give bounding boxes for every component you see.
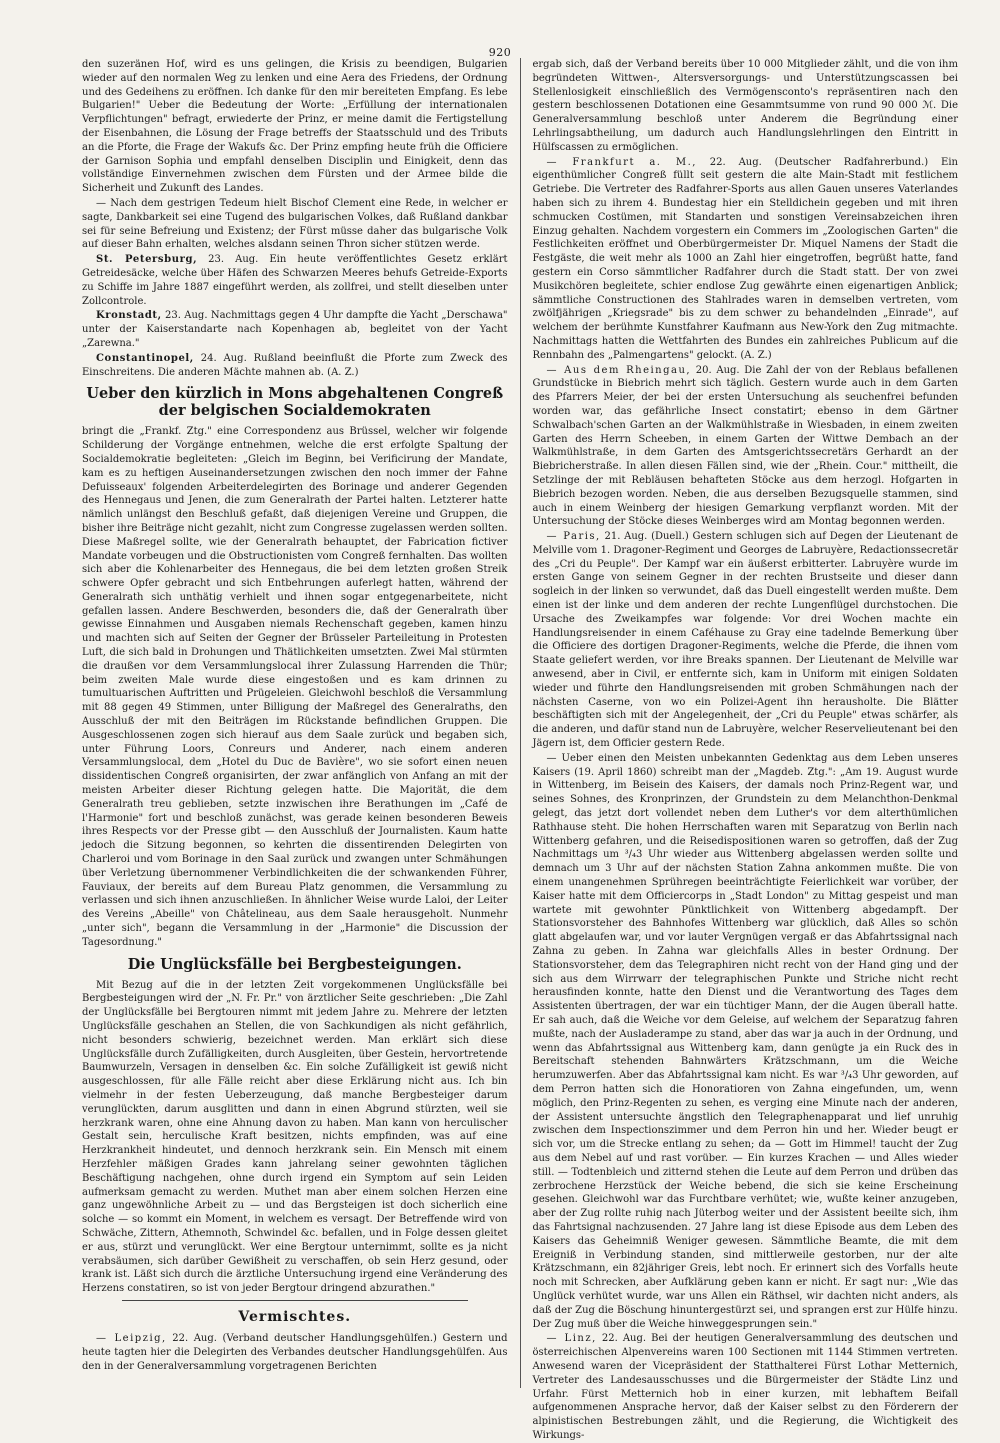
article-paragraph: — Nach dem gestrigen Tedeum hielt Bischof Clement eine Rede, in welcher er sagte, Dankbarkeit sei eine Tugend des bulgarischen Volkes, daß Rußland dankbar sei für seine Befreiung und Existenz; der Fürst müsse daher das bulgarische Volk auf dieser Bahn erhalten, welches alsdann seinen Thron sicher stützen werde. bbox=[82, 197, 508, 251]
section-heading: Vermischtes. bbox=[238, 1308, 352, 1325]
dateline-place: St. Petersburg, bbox=[96, 254, 198, 266]
dateline-text: 21. Aug. (Duell.) Gestern schlugen sich auf Degen der Lieutenant de Melville vom 1. Dragoner-Regiment und Georges de Labruyère, Redactionssecretär des „Cri du Peuple". Der Kampf war ein äußerst erbitterter. Labruyère wurde im ersten Gange von seinem Gegner in der rechten Brustseite und dieser dann sogleich in der linken so verwundet, daß das Duell eingestellt werden mußte. Dem einen ist der linke und dem anderen der rechte Lungenflügel durchstochen. Die Ursache des Zweikampfes war folgende: Vor drei Wochen machte ein Handlungsreisender in einem Caféhause zu Gray eine tadelnde Bemerkung über die Officiere des dortigen Dragoner-Regiments, welche die Pferde, die ihnen vom Staate geliefert werden, vor ihre Breaks spannen. Der Lieutenant de Melville war anwesend, aber in Civil, er entfernte sich, kam in Uniform mit einigen Soldaten wieder und führte den Handlungsreisenden mit groben Schmähungen nach der nächsten Caserne, von wo ein Polizei-Agent ihn herausholte. Die Blätter beschäftigten sich mit der Angelegenheit, der „Cri du Peuple" etwas schärfer, als die anderen, und dafür stand nun de Labruyère, welcher Reservelieutenant bei den Jägern ist, dem Officier gestern Rede. bbox=[532, 531, 958, 750]
dateline-text: 22. Aug. Bei der heutigen Generalversammlung des deutschen und österreichischen Alpenvereins waren 100 Sectionen mit 1144 Stimmen vertreten. Anwesend waren der Vicepräsident der Statthalterei Fürst Lothar Metternich, Vertreter des Landesausschusses und die Bürgermeister der Städte Linz und Urfahr. Fürst Metternich hob in einer kurzen, mit lebhaftem Beifall aufgenommenen Ansprache hervor, daß der Kaiser selbst zu den Förderern der alpinistischen Bestrebungen zählt, und die Regierung, die Wichtigkeit des Wirkungs- bbox=[532, 1333, 958, 1441]
dateline-text: 24. Aug. Rußland beeinflußt die Pforte zum Zweck des Einschreitens. Die anderen Mächte mahnen ab. (A. Z.) bbox=[82, 352, 508, 378]
right-column bbox=[532, 58, 958, 1441]
left-column bbox=[82, 58, 508, 1388]
columns bbox=[82, 58, 958, 1441]
article-paragraph: ergab sich, daß der Verband bereits über 10 000 Mitglieder zählt, und die von ihm begründeten Wittwen-, Altersversorgungs- und Unterstützungscassen bei Stellenlosigkeit einschließlich des Vermögensconto's repräsentiren nach den gestern beschlossenen Dotationen eine Gesammtsumme von rund 90 000 ℳ. Die Generalversammlung beschloß unter Anderem die Begründung einer Lehrlingsabtheilung, um dadurch auch Handlungslehrlingen den Eintritt in Hülfscassen zu ermöglichen. bbox=[532, 59, 958, 153]
column-rule bbox=[520, 58, 521, 1388]
page-number: 920 bbox=[488, 46, 512, 59]
section-divider bbox=[122, 1300, 468, 1301]
article-heading: Die Unglücksfälle bei Bergbesteigungen. bbox=[127, 955, 462, 973]
dateline-paragraph bbox=[532, 364, 958, 530]
dateline-text: 22. Aug. (Verband deutscher Handlungsgehülfen.) Gestern und heute tagten hier die Delegirten des Verbandes deutscher Handlungsgehülfen. Aus den in der Generalversammlung vorgetragenen Berichten bbox=[82, 1332, 508, 1372]
dateline-paragraph bbox=[82, 253, 508, 308]
article-paragraph: bringt die „Frankf. Ztg." eine Correspondenz aus Brüssel, welcher wir folgende Schilderung der Vorgänge entnehmen, welche die erst erfolgte Spaltung der Socialdemokratie begleiteten: „Gleich im Beginn, bei Verificirung der Mandate, kam es zu heftigen Auseinandersetzungen zwischen den noch immer der Fahne Defuisseaux' folgenden Arbeiterdelegirten des Borinage und anderer Gegenden des Hennegaus und Jenen, die zum Generalrath der Partei halten. Letzterer hatte nämlich unlängst den Beschluß gefaßt, daß diejenigen Vereine und Gruppen, die bisher ihre Beiträge nicht gezahlt, nicht zum Congresse zugelassen werden sollten. Diese Maßregel sollte, wie der Generalrath behauptet, der Fabrication fictiver Mandate vorbeugen und die Obstructionisten vom Congreß fernhalten. Das wollten sich aber die Kohlenarbeiter des Hennegaus, die bei dem letzten großen Streik schwere Opfer gebracht und sich Entbehrungen auferlegt hatten, während der Generalrath sich unthätig verhielt und ihnen sogar entgegenarbeitete, nicht gefallen lassen. Andere Beschwerden, besonders die, daß der Generalrath über gewisse Einnahmen und Ausgaben niemals Rechenschaft gegeben, kamen hinzu und machten sich auf Seiten der Gegner der Brüsseler Parteileitung in Protesten Luft, die sich bald in Drohungen und Thätlichkeiten umsetzten. Zwei Mal stürmten die draußen vor dem Versammlungslocal ihrer Zulassung Harrenden die Thür; beim zweiten Male wurde diese eingestoßen und es kam drinnen zu tumultuarischen Auftritten und Prügeleien. Gleichwohl beschloß die Versammlung mit 88 gegen 49 Stimmen, unter Billigung der Maßregel des Generalraths, den Ausschluß der mit den Beiträgen im Rückstande befindlichen Gruppen. Die Ausgeschlossenen zogen sich hierauf aus dem Saale zurück und begaben sich, unter Führung Loors, Conreurs und Anderer, nach einem anderen Versammlungslocal, dem „Hotel du Duc de Bavière", wo sie sofort einen neuen dissidentischen Congreß organisirten, der zwar anfänglich von Anfang an mit der meisten Arbeiter dieser Richtung gelegen hatte. Die Majorität, die dem Generalrath treu geblieben, setzte inzwischen ihre Berathungen im „Café de l'Harmonie" fort und beschloß zunächst, was gerade keinen besonderen Beweis ihres Respects vor der Presse gibt — den Ausschluß der Journalisten. Kaum hatte jedoch die Sitzung begonnen, so kehrten die dissentirenden Delegirten von Charleroi und vom Borinage in den Saal zurück und zwangen unter Schmähungen über Verletzung übernommener Verbindlichkeiten die der schwankenden Führer, Fauviaux, der bereits auf dem Bureau Platz genommen, die Versammlung zu verlassen und sich ihnen anzuschließen. In ähnlicher Weise wurde Laloi, der Leiter des Vereins „Abeille" von Châtelineau, aus dem Saale herausgeholt. Nunmehr „unter sich", begann die Versammlung in der „Harmonie" die Discussion der Tagesordnung." bbox=[82, 426, 508, 948]
dateline-place: Kronstadt, bbox=[96, 310, 162, 322]
dateline-place: — Paris, bbox=[546, 531, 601, 543]
dateline-place: — Aus dem Rheingau, bbox=[546, 364, 692, 376]
dateline-paragraph bbox=[532, 156, 958, 363]
article-heading: Ueber den kürzlich in Mons abgehaltenen Congreß der belgischen Socialdemokraten bbox=[86, 385, 504, 420]
article-paragraph: Mit Bezug auf die in der letzten Zeit vorgekommenen Unglücksfälle bei Bergbesteigungen wird der „N. Fr. Pr." von ärztlicher Seite geschrieben: „Die Zahl der Unglücksfälle bei Bergtouren nimmt mit jedem Jahre zu. Mehrere der letzten Unglücksfälle geschahen an Stellen, die von Sachkundigen als nicht gefährlich, nicht besonders schwierig, bezeichnet werden. Man erklärt sich diese Unglücksfälle durch Zufälligkeiten, durch Ausgleiten, über Gestein, hervortretende Baumwurzeln, Versagen in denselben &c. Ein solche Zufälligkeit ist gewiß nicht ausgeschlossen, für alle Fälle reicht aber diese Erklärung nicht aus. Ich bin vielmehr in der festen Ueberzeugung, daß manche Bergbesteiger darum verunglückten, darum ausglitten und dann in einen Abgrund stürzten, weil sie herzkrank waren, ohne eine Ahnung davon zu haben. Man kann von herculischer Gestalt sein, herculische Kraft besitzen, nichts empfinden, was auf eine Herzkrankheit hindeutet, und dennoch herzkrank sein. Ein Mensch mit einem Herzfehler mäßigen Grades kann jahrelang seiner gewohnten täglichen Beschäftigung nachgehen, ohne durch irgend ein Symptom auf sein Leiden aufmerksam gemacht zu werden. Muthet man aber einem solchen Herzen eine ganz ungewöhnliche Arbeit zu — und das Bergsteigen ist doch sicherlich eine solche — so kommt ein Moment, in welchem es versagt. Der Betreffende wird von Schwäche, Zittern, Athemnoth, Schwindel &c. befallen, und in Folge dessen gleitet er aus, stürzt und verunglückt. Wer eine Bergtour unternimmt, sollte es ja nicht verabsäumen, sich darüber Gewißheit zu verschaffen, ob sein Herz gesund, oder krank ist. Läßt sich durch die ärztliche Untersuchung irgend eine Veränderung des Herzens constatiren, so ist von jeder Bergtour dringend abzurathen." bbox=[82, 979, 508, 1295]
dateline-paragraph bbox=[82, 309, 508, 350]
article-paragraph: — Ueber einen den Meisten unbekannten Gedenktag aus dem Leben unseres Kaisers (19. April 1860) schreibt man der „Magdeb. Ztg.": „Am 19. August wurde in Wittenberg, im Beisein des Kaisers, der damals noch Prinz-Regent war, und seines Sohnes, des Kronprinzen, der Grundstein zu dem Melanchthon-Denkmal gelegt, das jetzt dort vollendet neben dem Luther's vor dem alterthümlichen Rathhause steht. Die hohen Herrschaften waren mit Separatzug von Berlin nach Wittenberg gefahren, und die Reisedispositionen waren so getroffen, daß der Zug Nachmittags um ³/₄3 Uhr wieder aus Wittenberg abgelassen werden sollte und demnach um 3 Uhr auf der nächsten Station Zahna ankommen mußte. Die von einem unangenehmen Sprühregen beeinträchtigte Feierlichkeit war vorüber, der Kaiser hatte mit dem Officiercorps in „Stadt London" zu Mittag gespeist und man wartete mit gewohnter Pünktlichkeit von Wittenberg abgedampft. Der Stationsvorsteher des Bahnhofes Wittenberg war glücklich, daß Alles so schön glatt abgelaufen war, und vor lauter Vergnügen vergaß er das Abfahrtssignal nach Zahna zu geben. In Zahna war gleichfalls Alles in bester Ordnung. Der Stationsvorsteher, dem das Telegraphiren nicht recht von der Hand ging und der sich aus dem Wirrwarr der telegraphischen Punkte und Striche nicht recht herausfinden konnte, hatte den Dienst und die Verantwortung des Tages dem Assistenten übertragen, der war ein tüchtiger Mann, der die Augen überall hatte. Er sah auch, daß die Weiche vor dem Geleise, auf welchem der Separatzug fahren mußte, nach der Ausladerampe zu stand, aber das war ja auch in der Ordnung, und wenn das Abfahrtssignal aus Wittenberg kam, dann genügte ja ein Ruck des in Bereitschaft stehenden Bahnwärters Krätzschmann, um die Weiche herumzuwerfen. Aber das Abfahrtssignal kam nicht. Es war ³/₄3 Uhr geworden, auf dem Perron hatten sich die Honoratioren von Zahna eingefunden, um, wenn möglich, den Prinz-Regenten zu sehen, es verging eine Minute nach der anderen, der Assistent untersuchte ängstlich den Telegraphenapparat und lief unruhig zwischen dem Inspectionszimmer und dem Perron hin und her. Wieder beugt er sich vor, um die Strecke entlang zu sehen; da — Gott im Himmel! taucht der Zug aus dem Nebel auf und rast vorüber. — Ein kurzes Krachen — und Alles wieder still. — Todtenbleich und zitternd stehen die Leute auf dem Perron und drüben das zerbrochene Herzstück der Weiche bebend, die sich sie keine Erscheinung gesehen. Gleichwohl war das Furchtbare verhütet; wie, wußte keiner anzugeben, aber der Zug rollte ruhig nach Jüterbog weiter und der Assistent beeilte sich, ihm das Fahrtsignal nachzusenden. 27 Jahre lang ist diese Episode aus dem Leben des Kaisers das Geheimniß Weniger gewesen. Sämmtliche Beamte, die mit dem Ereigniß in Verbindung standen, sind mittlerweile gestorben, nur der alte Krätzschmann, ein 82jähriger Greis, lebt noch. Er erinnert sich des Vorfalls heute noch mit Schrecken, aber Aufklärung geben kann er nicht. Er sagt nur: „Wie das Unglück verhütet wurde, war uns Allen ein Räthsel, wir dachten nicht anders, als daß der Zug die Böschung hinuntergestürzt sei, und sprangen erst zur Hülfe hinzu. Der Zug muß über die Weiche hinweggesprungen sein." bbox=[532, 752, 958, 1330]
dateline-paragraph bbox=[532, 530, 958, 751]
dateline-text: 20. Aug. Die Zahl der von der Reblaus befallenen Grundstücke in Biebrich mehrt sich täglich. Gestern wurde auch in dem Garten des Pfarrers Meier, der bei der ersten Untersuchung als seuchenfrei befunden worden war, das gefährliche Insect constatirt; ebenso in dem Gärtner Schwalbach'schen Garten an der Walkmühlstraße in Wiesbaden, in einem zweiten Garten des Herrn Scheeben, in einem Garten der Wittwe Dembach an der Walkmühlstraße, in dem Garten des Amtsgerichtssecretärs Gerhardt an der Biebricherstraße. In allen diesen Fällen sind, wie der „Rhein. Cour." mittheilt, die Setzlinge der mit Rebläusen behafteten Stöcke aus dem herzogl. Hofgarten in Biebrich bezogen worden. Neben, die aus derselben Bezugsquelle stammen, sind auch in einem Weinberg der hiesigen Gemarkung verpflanzt worden. Mit der Untersuchung der Stöcke dieses Weinberges wird am Montag begonnen werden. bbox=[532, 364, 958, 528]
dateline-place: — Frankfurt a. M., bbox=[546, 156, 697, 168]
dateline-text: 23. Aug. Ein heute veröffentlichtes Gesetz erklärt Getreidesäcke, welche über Häfen des Schwarzen Meeres behufs Getreide-Exports zu Schiffe im Jahre 1887 eingeführt werden, als zollfrei, und stellt dieselben unter Zollcontrole. bbox=[82, 254, 508, 307]
dateline-place: — Linz, bbox=[546, 1333, 597, 1345]
dateline-paragraph bbox=[82, 352, 508, 380]
dateline-place: Constantinopel, bbox=[96, 352, 194, 364]
dateline-text: 22. Aug. (Deutscher Radfahrerbund.) Ein eigenthümlicher Congreß füllt seit gestern die alte Main-Stadt mit festlichem Getriebe. Die Vertreter des Radfahrer-Sports aus allen Gauen unseres Vaterlandes haben sich zu ihrem 4. Bundestag hier ein Stelldichein gegeben und mit ihren schmucken Costümen, mit Standarten und sonstigen Vereinsabzeichen ihren Einzug gehalten. Nachdem vorgestern ein Commers im „Zoologischen Garten" die Festlichkeiten eröffnet und Oberbürgermeister Dr. Miquel Namens der Stadt die Festgäste, die weit mehr als 1000 an Zahl hier eingetroffen, begrüßt hatte, fand gestern ein Corso sämmtlicher Radfahrer durch die Stadt statt. Der von zwei Musikchören begleitete, schier endlose Zug gewährte einen eigenartigen Anblick; sämmtliche Constructionen des Stahlrades waren in demselben vertreten, vom zwölfjährigen „Kriegsrade" bis zu dem schwer zu behandelnden „Einrade", auf welchem der berühmte Kunstfahrer Kaufmann aus New-York den Zug mitmachte. Nachmittags hatten die Wettfahrten des Bundes ein zahlreiches Publicum auf die Rennbahn des „Palmengartens" gelockt. (A. Z.) bbox=[532, 156, 958, 361]
article-paragraph: den suzeränen Hof, wird es uns gelingen, die Krisis zu beendigen, Bulgarien wieder auf den normalen Weg zu lenken und eine Aera des Friedens, der Ordnung und des Gedeihens zu eröffnen. Ich danke für den mir bereiteten Empfang. Es lebe Bulgarien!" Ueber die Bedeutung der Worte: „Erfüllung der internationalen Verpflichtungen" befragt, erwiederte der Prinz, er meine damit die Fertigstellung der Eisenbahnen, die Lösung der Frage betreffs der Staatsschuld und des Tributs an die Pforte, die Frage der Wakufs &c. Der Prinz empfing heute früh die Officiere der Garnison Sophia und empfahl denselben Disciplin und Einigkeit, denn das vollständige Einvernehmen zwischen dem Fürsten und der Armee bilde die Sicherheit und Zukunft des Landes. bbox=[82, 59, 508, 195]
dateline-paragraph bbox=[532, 1332, 958, 1442]
dateline-text: 23. Aug. Nachmittags gegen 4 Uhr dampfte die Yacht „Derschawa" unter der Kaiserstandarte nach Kopenhagen ab, begleitet von der Yacht „Zarewna." bbox=[82, 310, 508, 349]
dateline-place: — Leipzig, bbox=[96, 1332, 167, 1344]
dateline-paragraph bbox=[82, 1332, 508, 1373]
